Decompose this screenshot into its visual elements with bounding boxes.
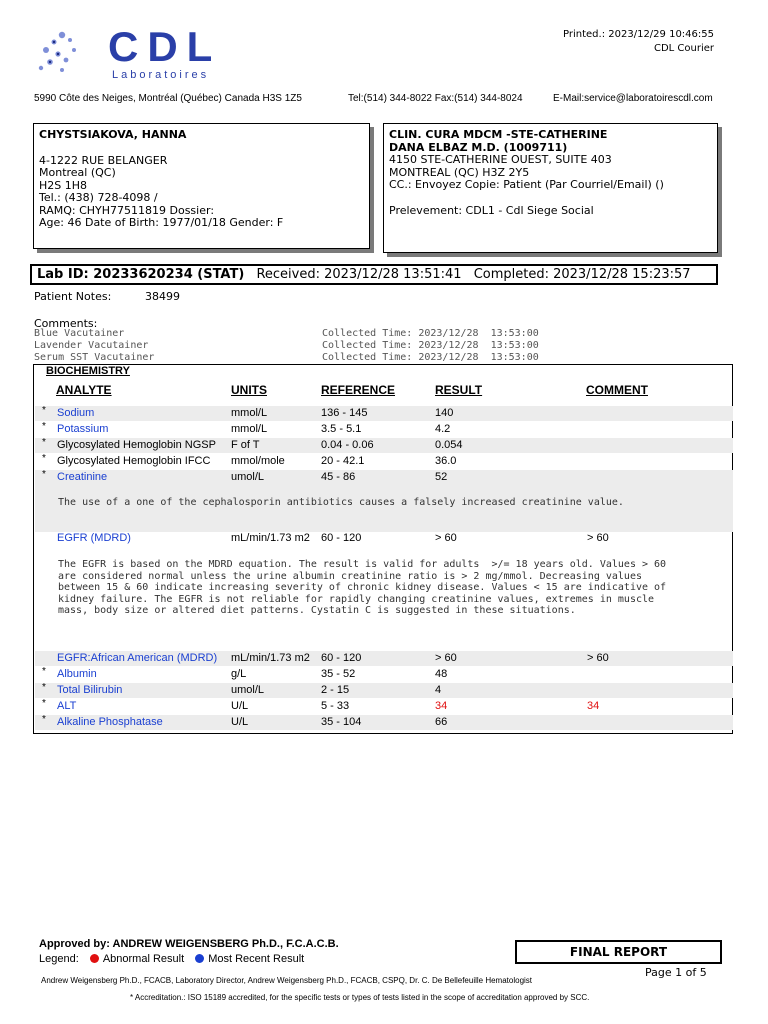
reference-cell: 35 - 52: [321, 668, 356, 680]
analyte-link[interactable]: Potassium: [57, 423, 109, 435]
table-row: [35, 422, 733, 437]
biochemistry-table: [33, 364, 733, 734]
reference-cell: 20 - 42.1: [321, 455, 365, 467]
tube-name: Blue Vacutainer: [34, 328, 125, 339]
table-row: [35, 470, 733, 532]
comments-label: Comments:: [34, 317, 98, 330]
col-header-result: RESULT: [435, 383, 483, 397]
analyte-link[interactable]: Creatinine: [57, 471, 108, 483]
doctor-info-box: [383, 123, 718, 253]
units-cell: F of T: [231, 439, 260, 451]
blue-dot-icon: [195, 954, 204, 963]
col-header-comment: COMMENT: [586, 383, 648, 397]
table-row: [35, 683, 733, 698]
doctor-name: DANA ELBAZ M.D. (1009711): [389, 140, 568, 154]
units-cell: mL/min/1.73 m2: [231, 532, 310, 544]
reference-cell: 60 - 120: [321, 652, 362, 664]
units-cell: umol/L: [231, 684, 265, 696]
collected-time: Collected Time: 2023/12/28 13:53:00: [322, 340, 539, 351]
col-header-units: UNITS: [231, 383, 267, 397]
units-cell: mmol/L: [231, 407, 268, 419]
legend-recent: Most Recent Result: [208, 953, 305, 965]
accreditation-star: *: [42, 469, 46, 480]
units-cell: mL/min/1.73 m2: [231, 652, 310, 664]
accreditation-star: *: [42, 666, 46, 677]
page-number: Page 1 of 5: [645, 966, 707, 979]
units-cell: mmol/L: [231, 423, 268, 435]
reference-cell: 45 - 86: [321, 471, 356, 483]
units-cell: mmol/mole: [231, 455, 285, 467]
analyte-name: Glycosylated Hemoglobin IFCC: [57, 455, 211, 467]
result-cell: 4: [435, 684, 442, 696]
reference-cell: 60 - 120: [321, 532, 362, 544]
patient-notes-label: Patient Notes:: [34, 290, 112, 303]
staff-line: Andrew Weigensberg Ph.D., FCACB, Laboratory Director, Andrew Weigensberg Ph.D., FCACB, CSPQ, Dr. C. De Bellefeuille Hematologist: [41, 976, 533, 985]
analyte-name: Glycosylated Hemoglobin NGSP: [57, 439, 216, 451]
accreditation-star: *: [42, 682, 46, 693]
patient-street: 4-1222 RUE BELANGER: [39, 153, 168, 167]
patient-name: CHYSTSIAKOVA, HANNA: [39, 128, 187, 141]
patient-notes-value: 38499: [145, 290, 180, 303]
comment-cell: > 60: [587, 532, 609, 544]
patient-info-box: [33, 123, 370, 249]
result-cell: 66: [435, 716, 448, 728]
section-title: BIOCHEMISTRY: [46, 365, 130, 377]
egfr-note-line: mass, body size or altered diet patterns. Cystatin C is suggested in these situations.: [58, 605, 576, 616]
lab-id: Lab ID: 20233620234 (STAT): [37, 267, 245, 282]
final-report-badge: FINAL REPORT: [515, 940, 722, 964]
result-cell: > 60: [435, 652, 457, 664]
analyte-link[interactable]: Alkaline Phosphatase: [57, 716, 163, 728]
copy-to: CC.: Envoyez Copie: Patient (Par Courriel/Email) (): [389, 178, 664, 191]
egfr-note-line: The EGFR is based on the MDRD equation. The result is valid for adults >/= 18 years old. Values > 60: [58, 559, 667, 570]
result-cell: 4.2: [435, 423, 451, 435]
clinic-name: CLIN. CURA MDCM -STE-CATHERINE: [389, 128, 608, 141]
accreditation-star: *: [42, 405, 46, 416]
units-cell: U/L: [231, 716, 249, 728]
print-info: [563, 28, 714, 56]
egfr-note-line: are considered normal unless the urine albumin creatinine ratio is > 2 mg/mmol. Decreasing values: [58, 570, 642, 582]
clinic-city: MONTREAL (QC) H3Z 2Y5: [389, 165, 530, 179]
completed-time: Completed: 2023/12/28 15:23:57: [473, 267, 691, 282]
accreditation-star: *: [42, 698, 46, 709]
analyte-link[interactable]: Total Bilirubin: [57, 684, 123, 696]
reference-cell: 0.04 - 0.06: [321, 439, 374, 451]
egfr-note-line: kidney failure. The EGFR is not reliable for rapidly changing creatinine values, extremes in muscle: [58, 593, 655, 605]
patient-city: Montreal (QC): [39, 166, 116, 179]
accreditation-star: *: [42, 421, 46, 432]
analyte-link[interactable]: EGFR:African American (MDRD): [57, 652, 218, 664]
tube-name: Lavender Vacutainer: [34, 340, 149, 351]
table-row: [35, 438, 733, 453]
collected-time: Collected Time: 2023/12/28 13:53:00: [322, 352, 539, 363]
received-time: Received: 2023/12/28 13:51:41: [256, 267, 462, 282]
lab-phone-fax: Tel:(514) 344-8022 Fax:(514) 344-8024: [348, 93, 523, 104]
accreditation-star: *: [42, 453, 46, 464]
red-dot-icon: [90, 954, 99, 963]
patient-postal: H2S 1H8: [39, 178, 88, 192]
table-row: [35, 532, 733, 650]
table-row: [35, 715, 733, 730]
lab-id-bar: [30, 264, 718, 285]
result-cell: > 60: [435, 532, 457, 544]
svg-text:CDL: CDL: [108, 23, 222, 70]
analyte-link[interactable]: EGFR (MDRD): [57, 532, 131, 544]
result-cell: 52: [435, 471, 448, 483]
clinic-street: 4150 STE-CATHERINE OUEST, SUITE 403: [389, 153, 612, 166]
abnormal-result-cell: 34: [435, 700, 448, 712]
result-cell: 48: [435, 668, 448, 680]
reference-cell: 35 - 104: [321, 716, 362, 728]
legend: [39, 953, 304, 965]
svg-text:Laboratoires: Laboratoires: [112, 69, 210, 81]
egfr-note-line: between 15 & 60 indicate increasing severity of chronic kidney disease. Values < 15 are indicative of: [58, 582, 667, 593]
legend-abnormal: Abnormal Result: [102, 953, 185, 965]
analyte-link[interactable]: Albumin: [57, 668, 97, 680]
units-cell: umol/L: [231, 471, 265, 483]
reference-cell: 136 - 145: [321, 407, 368, 419]
tube-name: Serum SST Vacutainer: [34, 352, 155, 363]
legend-label: Legend:: [39, 953, 79, 965]
lab-email: E-Mail:service@laboratoirescdl.com: [553, 93, 713, 104]
comment-cell: > 60: [587, 652, 609, 664]
table-row: [35, 651, 733, 666]
col-header-analyte: ANALYTE: [56, 383, 112, 397]
col-header-reference: REFERENCE: [321, 383, 396, 397]
patient-age-dob: Age: 46 Date of Birth: 1977/01/18 Gender: F: [39, 216, 284, 229]
molecule-logo-icon: [32, 22, 264, 82]
table-row: [35, 667, 733, 682]
accreditation-star: *: [42, 714, 46, 725]
table-row: [35, 699, 733, 714]
reference-cell: 3.5 - 5.1: [321, 423, 362, 435]
units-cell: g/L: [231, 668, 247, 680]
cdl-logo: [32, 22, 264, 82]
abnormal-comment-cell: 34: [587, 700, 600, 712]
accreditation-star: *: [42, 437, 46, 448]
result-cell: 0.054: [435, 439, 463, 451]
lab-address: 5990 Côte des Neiges, Montréal (Québec) Canada H3S 1Z5: [34, 93, 302, 104]
collected-time: Collected Time: 2023/12/28 13:53:00: [322, 328, 539, 339]
units-cell: U/L: [231, 700, 249, 712]
reference-cell: 2 - 15: [321, 684, 350, 696]
result-cell: 140: [435, 407, 454, 419]
courier-label: CDL Courier: [653, 43, 714, 54]
accreditation-note: * Accreditation.: ISO 15189 accredited, for the specific tests or types of tests listed in the scope of accreditation approved by SCC.: [130, 993, 590, 1002]
approved-by: Approved by: ANDREW WEIGENSBERG Ph.D., F.C.A.C.B.: [39, 938, 339, 950]
table-row: [35, 406, 733, 421]
patient-tel: Tel.: (438) 728-4098 /: [39, 191, 158, 204]
table-row: [35, 454, 733, 469]
reference-cell: 5 - 33: [321, 700, 350, 712]
analyte-link[interactable]: ALT: [57, 700, 77, 712]
analyte-link[interactable]: Sodium: [57, 407, 95, 419]
creatinine-note: The use of a one of the cephalosporin antibiotics causes a falsely increased creatinine value.: [58, 497, 624, 508]
prelevement: Prelevement: CDL1 - Cdl Siege Social: [389, 203, 594, 217]
patient-ramq: RAMQ: CHYH77511819 Dossier:: [39, 203, 215, 217]
printed-date: Printed.: 2023/12/29 10:46:55: [563, 29, 714, 40]
result-cell: 36.0: [435, 455, 457, 467]
